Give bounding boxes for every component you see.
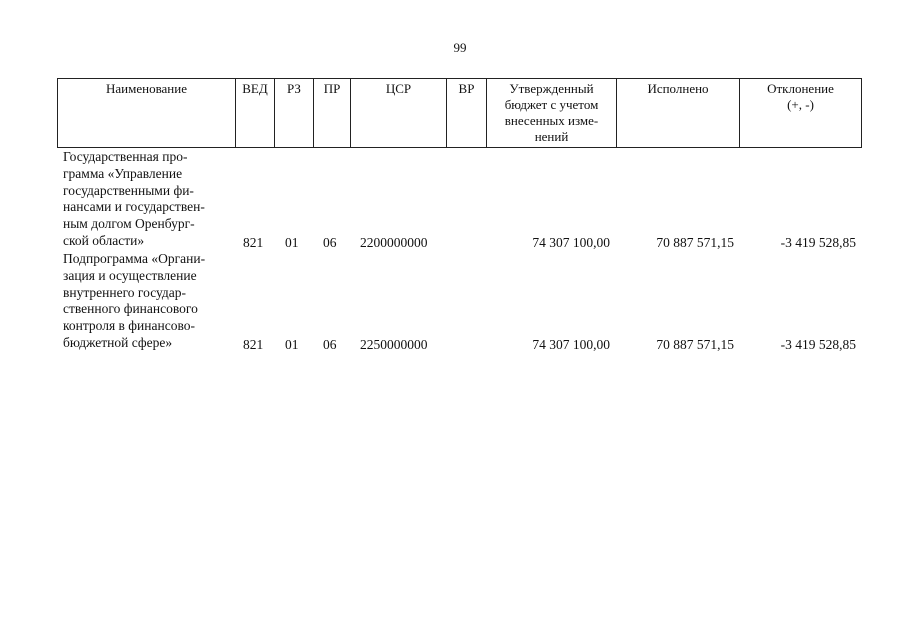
header-approved-budget — [487, 79, 617, 147]
row-1-name-line: нансами и государствен- — [63, 199, 205, 215]
row-2-name-line: внутреннего государ- — [63, 284, 187, 300]
row-1-name-line: ным долгом Оренбург- — [63, 216, 195, 232]
row-1-name-line: государственными фи- — [63, 182, 194, 198]
row-1-rz: 01 — [285, 235, 299, 250]
row-2-name-line: ственного финансового — [63, 301, 198, 317]
header-approved-budget-line: бюджет с учетом — [504, 97, 599, 112]
header-ved: ВЕД — [236, 79, 275, 147]
row-2-approved-budget: 74 307 100,00 — [532, 337, 610, 352]
header-csr: ЦСР — [351, 79, 447, 147]
row-2-name-line: контроля в финансово- — [63, 318, 195, 334]
page-number: 99 — [453, 40, 467, 55]
header-deviation — [740, 79, 861, 147]
row-1-name — [63, 149, 233, 250]
header-executed: Исполнено — [617, 79, 740, 147]
row-1-executed: 70 887 571,15 — [656, 235, 734, 250]
row-2-csr: 2250000000 — [360, 337, 428, 352]
header-name: Наименование — [58, 79, 236, 147]
row-1-name-line: ской области» — [63, 232, 145, 248]
header-pr: ПР — [314, 79, 351, 147]
row-2-name-line: бюджетной сфере» — [63, 334, 173, 350]
row-2-deviation: -3 419 528,85 — [780, 337, 856, 352]
row-1-pr: 06 — [323, 235, 337, 250]
row-1-approved-budget: 74 307 100,00 — [532, 235, 610, 250]
row-1-name-line: Государственная про- — [63, 149, 188, 164]
row-2-name-line: Подпрограмма «Органи- — [63, 251, 206, 266]
header-deviation-line: Отклонение — [767, 81, 834, 96]
row-1-csr: 2200000000 — [360, 235, 428, 250]
header-approved-budget-line: нений — [534, 129, 569, 144]
header-vr: ВР — [447, 79, 487, 147]
row-2-name-line: зация и осуществление — [63, 267, 197, 283]
header-approved-budget-line: внесенных изме- — [504, 113, 599, 128]
row-1-ved: 821 — [243, 235, 264, 250]
row-2-executed: 70 887 571,15 — [656, 337, 734, 352]
row-2-pr: 06 — [323, 337, 337, 352]
row-2-rz: 01 — [285, 337, 299, 352]
header-deviation-line: (+, -) — [787, 97, 814, 112]
header-rz: РЗ — [275, 79, 314, 147]
row-2-ved: 821 — [243, 337, 264, 352]
table-header — [57, 78, 862, 148]
header-approved-budget-line: Утвержденный — [509, 81, 594, 96]
row-1-deviation: -3 419 528,85 — [780, 235, 856, 250]
row-1-name-line: грамма «Управление — [63, 165, 183, 181]
row-2-name — [63, 251, 233, 352]
